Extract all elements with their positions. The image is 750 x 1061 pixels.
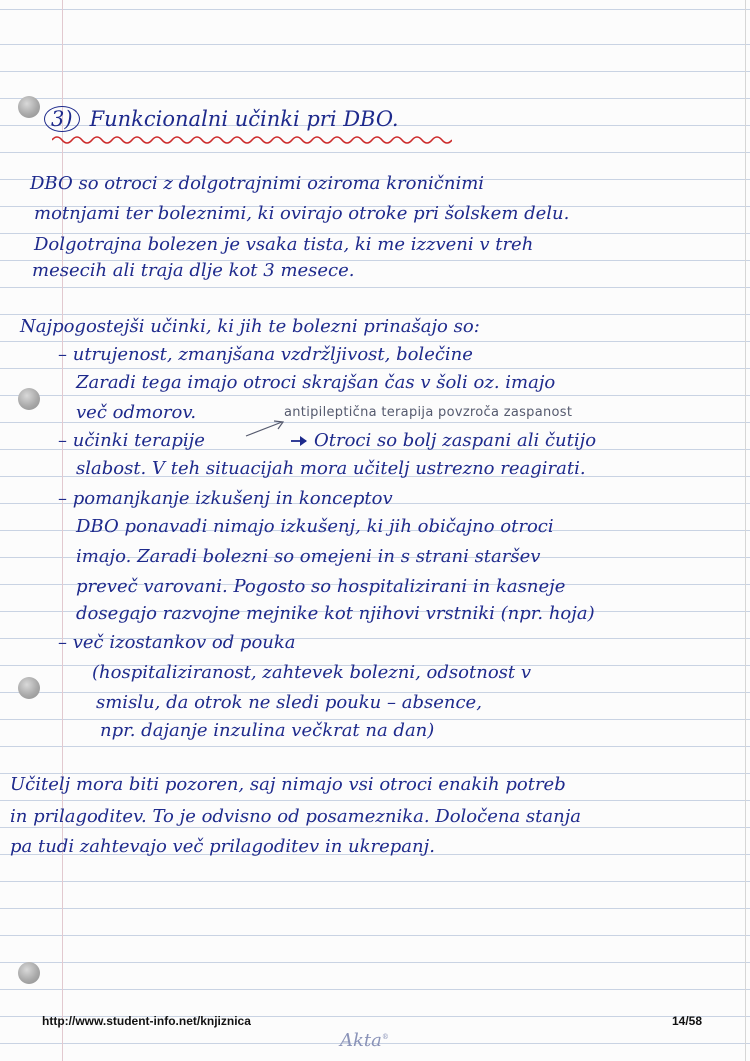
list-item: – več izostankov od pouka <box>58 632 296 653</box>
text-line: smislu, da otrok ne sledi pouku – absence, <box>96 692 482 713</box>
list-item: – utrujenost, zmanjšana vzdržljivost, bolečine <box>58 344 473 365</box>
text-line: Najpogostejši učinki, ki jih te bolezni prinašajo so: <box>20 316 480 337</box>
text-line: motnjami ter boleznimi, ki ovirajo otroke pri šolskem delu. <box>34 203 570 224</box>
registered-mark: ® <box>381 1033 389 1041</box>
pencil-arrow-icon <box>244 418 288 438</box>
pencil-annotation: antipileptična terapija povzroča zaspanost <box>284 405 573 420</box>
title-number: 3) <box>44 106 80 132</box>
binder-hole-icon <box>18 677 40 699</box>
binder-hole-icon <box>18 96 40 118</box>
text-line: DBO ponavadi nimajo izkušenj, ki jih običajno otroci <box>76 516 554 537</box>
list-item: – učinki terapije <box>58 430 205 451</box>
page-number: 14/58 <box>672 1014 703 1028</box>
text-line: Dolgotrajna bolezen je vsaka tista, ki me izzveni v treh <box>34 234 534 255</box>
page-edge <box>745 0 746 1061</box>
brand-logo <box>340 1030 389 1051</box>
text-line: Učitelj mora biti pozoren, saj nimajo vsi otroci enakih potreb <box>10 774 566 795</box>
text-line: in prilagoditev. To je odvisno od posameznika. Določena stanja <box>10 806 582 827</box>
text-line: dosegajo razvojne mejnike kot njihovi vrstniki (npr. hoja) <box>76 603 595 624</box>
wavy-underline-icon <box>52 134 452 146</box>
right-arrow-icon <box>290 434 310 448</box>
text-line: pa tudi zahtevajo več prilagoditev in ukrepanj. <box>10 836 435 857</box>
note-title <box>44 106 399 132</box>
text-line: slabost. V teh situacijah mora učitelj ustrezno reagirati. <box>76 458 586 479</box>
margin-rule <box>62 0 63 1061</box>
text-line: Zaradi tega imajo otroci skrajšan čas v šoli oz. imajo <box>76 372 556 393</box>
brand-name: Akta <box>340 1030 382 1051</box>
text-line: imajo. Zaradi bolezni so omejeni in s strani staršev <box>76 546 541 567</box>
text-line: DBO so otroci z dolgotrajnimi oziroma kroničnimi <box>30 173 485 194</box>
text-line: npr. dajanje inzulina večkrat na dan) <box>100 720 435 741</box>
text-line: Otroci so bolj zaspani ali čutijo <box>314 430 597 451</box>
footer-url: http://www.student-info.net/knjiznica <box>42 1014 251 1028</box>
text-line: več odmorov. <box>76 402 197 423</box>
text-line: preveč varovani. Pogosto so hospitalizirani in kasneje <box>76 576 566 597</box>
title-text: Funkcionalni učinki pri DBO. <box>89 107 399 131</box>
binder-hole-icon <box>18 962 40 984</box>
text-line: (hospitaliziranost, zahtevek bolezni, odsotnost v <box>92 662 532 683</box>
binder-hole-icon <box>18 388 40 410</box>
list-item: – pomanjkanje izkušenj in konceptov <box>58 488 393 509</box>
text-line: mesecih ali traja dlje kot 3 mesece. <box>32 260 355 281</box>
